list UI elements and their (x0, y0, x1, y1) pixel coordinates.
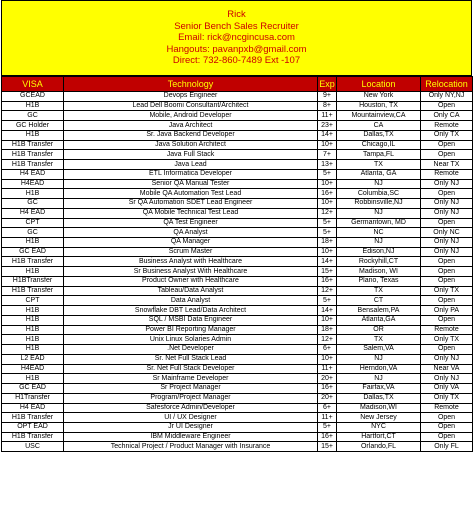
exp-cell: 14+ (318, 306, 337, 316)
table-row (2, 403, 473, 413)
contact-header (1, 0, 472, 76)
visa-cell: H1B Transfer (2, 432, 64, 442)
exp-cell: 20+ (318, 374, 337, 384)
location-cell: NJ (337, 208, 421, 218)
relocation-cell: Open (421, 189, 473, 199)
technology-cell: Sr Mainframe Developer (64, 374, 318, 384)
column-header-row (2, 77, 473, 92)
visa-cell: OPT EAD (2, 422, 64, 432)
location-cell: Plano, Texas (337, 276, 421, 286)
table-row (2, 257, 473, 267)
technology-cell: Jr UI Designer (64, 422, 318, 432)
location-cell: NJ (337, 238, 421, 248)
table-row (2, 111, 473, 121)
table-row (2, 208, 473, 218)
visa-cell: H1B (2, 325, 64, 335)
technology-cell: Power BI Reporting Manager (64, 325, 318, 335)
technology-cell: Sr. Java Backend Developer (64, 130, 318, 140)
table-row (2, 121, 473, 131)
exp-cell: 16+ (318, 384, 337, 394)
technology-cell: Java Solution Architect (64, 140, 318, 150)
technology-cell: Lead Dell Boomi Consultant/Architect (64, 101, 318, 111)
table-row (2, 267, 473, 277)
table-row (2, 228, 473, 238)
exp-cell: 5+ (318, 228, 337, 238)
location-cell: CA (337, 121, 421, 131)
visa-cell: GC EAD (2, 247, 64, 257)
visa-cell: H4 EAD (2, 208, 64, 218)
technology-cell: Tableau/Data Analyst (64, 286, 318, 296)
visa-cell: H1B (2, 189, 64, 199)
location-cell: Salem,VA (337, 345, 421, 355)
visa-cell: H4 EAD (2, 403, 64, 413)
exp-cell: 8+ (318, 101, 337, 111)
technology-cell: Sr Project Manager (64, 384, 318, 394)
technology-cell: IBM Middleware Engineer (64, 432, 318, 442)
candidate-table (1, 76, 473, 452)
technology-cell: .Net Developer (64, 345, 318, 355)
technology-cell: Scrum Master (64, 247, 318, 257)
relocation-cell: Remote (421, 121, 473, 131)
recruiter-email: Email: rick@ncgincusa.com (178, 32, 295, 44)
visa-cell: H1B Transfer (2, 160, 64, 170)
technology-cell: Java Architect (64, 121, 318, 131)
location-cell: New Jersey (337, 413, 421, 423)
location-cell: NJ (337, 354, 421, 364)
technology-cell: Java Full Stack (64, 150, 318, 160)
technology-cell: Mobile QA Automation Test Lead (64, 189, 318, 199)
location-cell: Dallas,TX (337, 393, 421, 403)
relocation-cell: Only PA (421, 306, 473, 316)
exp-cell: 7+ (318, 150, 337, 160)
relocation-cell: Only FL (421, 442, 473, 452)
table-row (2, 218, 473, 228)
spreadsheet (1, 0, 472, 452)
visa-cell: H1B (2, 345, 64, 355)
location-cell: Mountainview,CA (337, 111, 421, 121)
technology-cell: Business Analyst with Healthcare (64, 257, 318, 267)
column-header-visa: VISA (2, 77, 64, 92)
technology-cell: Technical Project / Product Manager with Insurance (64, 442, 318, 452)
relocation-cell: Open (421, 267, 473, 277)
table-row (2, 325, 473, 335)
location-cell: Atlanta, GA (337, 169, 421, 179)
relocation-cell: Only TX (421, 286, 473, 296)
visa-cell: L2 EAD (2, 354, 64, 364)
location-cell: Dallas,TX (337, 130, 421, 140)
column-header-relocation: Relocation (421, 77, 473, 92)
table-row (2, 169, 473, 179)
location-cell: Tampa,FL (337, 150, 421, 160)
table-row (2, 345, 473, 355)
visa-cell: H1B Transfer (2, 140, 64, 150)
visa-cell: GC Holder (2, 121, 64, 131)
location-cell: Edison,NJ (337, 247, 421, 257)
exp-cell: 13+ (318, 160, 337, 170)
location-cell: Chicago,IL (337, 140, 421, 150)
relocation-cell: Open (421, 101, 473, 111)
table-row (2, 189, 473, 199)
recruiter-phone: Direct: 732-860-7489 Ext -107 (172, 55, 301, 67)
exp-cell: 16+ (318, 276, 337, 286)
visa-cell: H4 EAD (2, 169, 64, 179)
exp-cell: 16+ (318, 432, 337, 442)
exp-cell: 12+ (318, 286, 337, 296)
table-row (2, 92, 473, 102)
exp-cell: 16+ (318, 189, 337, 199)
table-row (2, 276, 473, 286)
relocation-cell: Only NJ (421, 238, 473, 248)
table-row (2, 335, 473, 345)
visa-cell: CPT (2, 296, 64, 306)
location-cell: NC (337, 228, 421, 238)
relocation-cell: Remote (421, 325, 473, 335)
relocation-cell: Only NJ (421, 199, 473, 209)
visa-cell: H1B (2, 374, 64, 384)
location-cell: Madison,WI (337, 403, 421, 413)
exp-cell: 5+ (318, 169, 337, 179)
exp-cell: 10+ (318, 247, 337, 257)
exp-cell: 9+ (318, 92, 337, 102)
visa-cell: H1B Transfer (2, 257, 64, 267)
table-row (2, 179, 473, 189)
technology-cell: Sr. Net Full Stack Lead (64, 354, 318, 364)
technology-cell: Mobile, Android Developer (64, 111, 318, 121)
relocation-cell: Only VA (421, 384, 473, 394)
exp-cell: 12+ (318, 208, 337, 218)
visa-cell: CPT (2, 218, 64, 228)
technology-cell: Devops Engineer (64, 92, 318, 102)
table-row (2, 354, 473, 364)
visa-cell: GC (2, 228, 64, 238)
location-cell: Orlando,FL (337, 442, 421, 452)
table-row (2, 364, 473, 374)
location-cell: Robbinsville,NJ (337, 199, 421, 209)
relocation-cell: Near VA (421, 364, 473, 374)
relocation-cell: Only TX (421, 130, 473, 140)
relocation-cell: Open (421, 432, 473, 442)
technology-cell: SQL / MSBI Data Engineer (64, 315, 318, 325)
exp-cell: 10+ (318, 140, 337, 150)
technology-cell: Data Analyst (64, 296, 318, 306)
recruiter-title: Senior Bench Sales Recruiter (174, 20, 299, 32)
exp-cell: 10+ (318, 354, 337, 364)
exp-cell: 14+ (318, 130, 337, 140)
table-row (2, 393, 473, 403)
table-row (2, 150, 473, 160)
relocation-cell: Only TX (421, 393, 473, 403)
table-row (2, 238, 473, 248)
exp-cell: 18+ (318, 325, 337, 335)
location-cell: TX (337, 335, 421, 345)
exp-cell: 12+ (318, 335, 337, 345)
technology-cell: Sr QA Automation SDET Lead Engineer (64, 199, 318, 209)
location-cell: Atlanta,GA (337, 315, 421, 325)
visa-cell: H1B (2, 130, 64, 140)
relocation-cell: Remote (421, 169, 473, 179)
location-cell: NYC (337, 422, 421, 432)
exp-cell: 11+ (318, 364, 337, 374)
location-cell: CT (337, 296, 421, 306)
technology-cell: Safesforce Admin/Developer (64, 403, 318, 413)
relocation-cell: Only TX (421, 335, 473, 345)
relocation-cell: Near TX (421, 160, 473, 170)
exp-cell: 20+ (318, 393, 337, 403)
visa-cell: H1B (2, 267, 64, 277)
relocation-cell: Open (421, 422, 473, 432)
technology-cell: ETL Informatica Developer (64, 169, 318, 179)
location-cell: Columbia,SC (337, 189, 421, 199)
table-row (2, 432, 473, 442)
table-row (2, 306, 473, 316)
relocation-cell: Only NJ (421, 374, 473, 384)
technology-cell: Snowflake DBT Lead/Data Architect (64, 306, 318, 316)
technology-cell: Unix Linux Solaries Admin (64, 335, 318, 345)
visa-cell: GCEAD (2, 92, 64, 102)
table-row (2, 442, 473, 452)
location-cell: Rockyhill,CT (337, 257, 421, 267)
technology-cell: Sr Business Analyst With Healthcare (64, 267, 318, 277)
technology-cell: QA Test Engineer (64, 218, 318, 228)
table-row (2, 286, 473, 296)
relocation-cell: Only CA (421, 111, 473, 121)
column-header-technology: Technology (64, 77, 318, 92)
visa-cell: H1B (2, 335, 64, 345)
location-cell: NJ (337, 179, 421, 189)
exp-cell: 10+ (318, 179, 337, 189)
visa-cell: GC (2, 199, 64, 209)
exp-cell: 6+ (318, 403, 337, 413)
visa-cell: H1B (2, 238, 64, 248)
relocation-cell: Only NJ (421, 179, 473, 189)
location-cell: TX (337, 160, 421, 170)
location-cell: OR (337, 325, 421, 335)
location-cell: Bensalem,PA (337, 306, 421, 316)
recruiter-name: Rick (227, 9, 246, 21)
relocation-cell: Open (421, 296, 473, 306)
column-header-location: Location (337, 77, 421, 92)
location-cell: Fairfax,VA (337, 384, 421, 394)
relocation-cell: Open (421, 150, 473, 160)
exp-cell: 5+ (318, 296, 337, 306)
visa-cell: H4EAD (2, 179, 64, 189)
table-row (2, 199, 473, 209)
location-cell: Hartfort,CT (337, 432, 421, 442)
relocation-cell: Only NJ (421, 354, 473, 364)
technology-cell: Senior QA Manual Tester (64, 179, 318, 189)
visa-cell: H1B Transfer (2, 150, 64, 160)
exp-cell: 11+ (318, 413, 337, 423)
table-row (2, 296, 473, 306)
technology-cell: QA Manager (64, 238, 318, 248)
relocation-cell: Only NY,NJ (421, 92, 473, 102)
relocation-cell: Open (421, 315, 473, 325)
exp-cell: 14+ (318, 257, 337, 267)
table-row (2, 101, 473, 111)
relocation-cell: Only NJ (421, 208, 473, 218)
exp-cell: 23+ (318, 121, 337, 131)
technology-cell: QA Mobile Technical Test Lead (64, 208, 318, 218)
exp-cell: 11+ (318, 111, 337, 121)
table-row (2, 247, 473, 257)
location-cell: Madison, WI (337, 267, 421, 277)
table-row (2, 384, 473, 394)
location-cell: NJ (337, 374, 421, 384)
location-cell: Herndon,VA (337, 364, 421, 374)
technology-cell: Program/Project Manager (64, 393, 318, 403)
relocation-cell: Open (421, 140, 473, 150)
visa-cell: H1B (2, 315, 64, 325)
visa-cell: H1B Transfer (2, 413, 64, 423)
table-row (2, 413, 473, 423)
visa-cell: GC (2, 111, 64, 121)
table-row (2, 160, 473, 170)
exp-cell: 10+ (318, 199, 337, 209)
relocation-cell: Only NC (421, 228, 473, 238)
visa-cell: H1Transfer (2, 393, 64, 403)
exp-cell: 15+ (318, 442, 337, 452)
relocation-cell: Open (421, 345, 473, 355)
visa-cell: H1B Transfer (2, 286, 64, 296)
exp-cell: 18+ (318, 238, 337, 248)
table-row (2, 374, 473, 384)
visa-cell: GC EAD (2, 384, 64, 394)
exp-cell: 10+ (318, 315, 337, 325)
location-cell: Germantown, MD (337, 218, 421, 228)
technology-cell: Product Owner with Healthcare (64, 276, 318, 286)
recruiter-hangouts: Hangouts: pavanpxb@gmail.com (166, 43, 307, 55)
relocation-cell: Remote (421, 403, 473, 413)
technology-cell: Java Lead (64, 160, 318, 170)
table-row (2, 315, 473, 325)
visa-cell: H1B (2, 101, 64, 111)
relocation-cell: Open (421, 257, 473, 267)
exp-cell: 6+ (318, 345, 337, 355)
visa-cell: H1BTransfer (2, 276, 64, 286)
technology-cell: UI / UX Designer (64, 413, 318, 423)
relocation-cell: Open (421, 413, 473, 423)
visa-cell: USC (2, 442, 64, 452)
technology-cell: Sr. Net Full Stack Developer (64, 364, 318, 374)
column-header-exp: Exp (318, 77, 337, 92)
relocation-cell: Open (421, 218, 473, 228)
table-row (2, 130, 473, 140)
location-cell: Houston, TX (337, 101, 421, 111)
table-row (2, 422, 473, 432)
table-row (2, 140, 473, 150)
technology-cell: QA Analyst (64, 228, 318, 238)
location-cell: New York (337, 92, 421, 102)
visa-cell: H4EAD (2, 364, 64, 374)
relocation-cell: Open (421, 276, 473, 286)
relocation-cell: Only NJ (421, 247, 473, 257)
exp-cell: 5+ (318, 218, 337, 228)
location-cell: TX (337, 286, 421, 296)
exp-cell: 5+ (318, 422, 337, 432)
visa-cell: H1B (2, 306, 64, 316)
exp-cell: 15+ (318, 267, 337, 277)
